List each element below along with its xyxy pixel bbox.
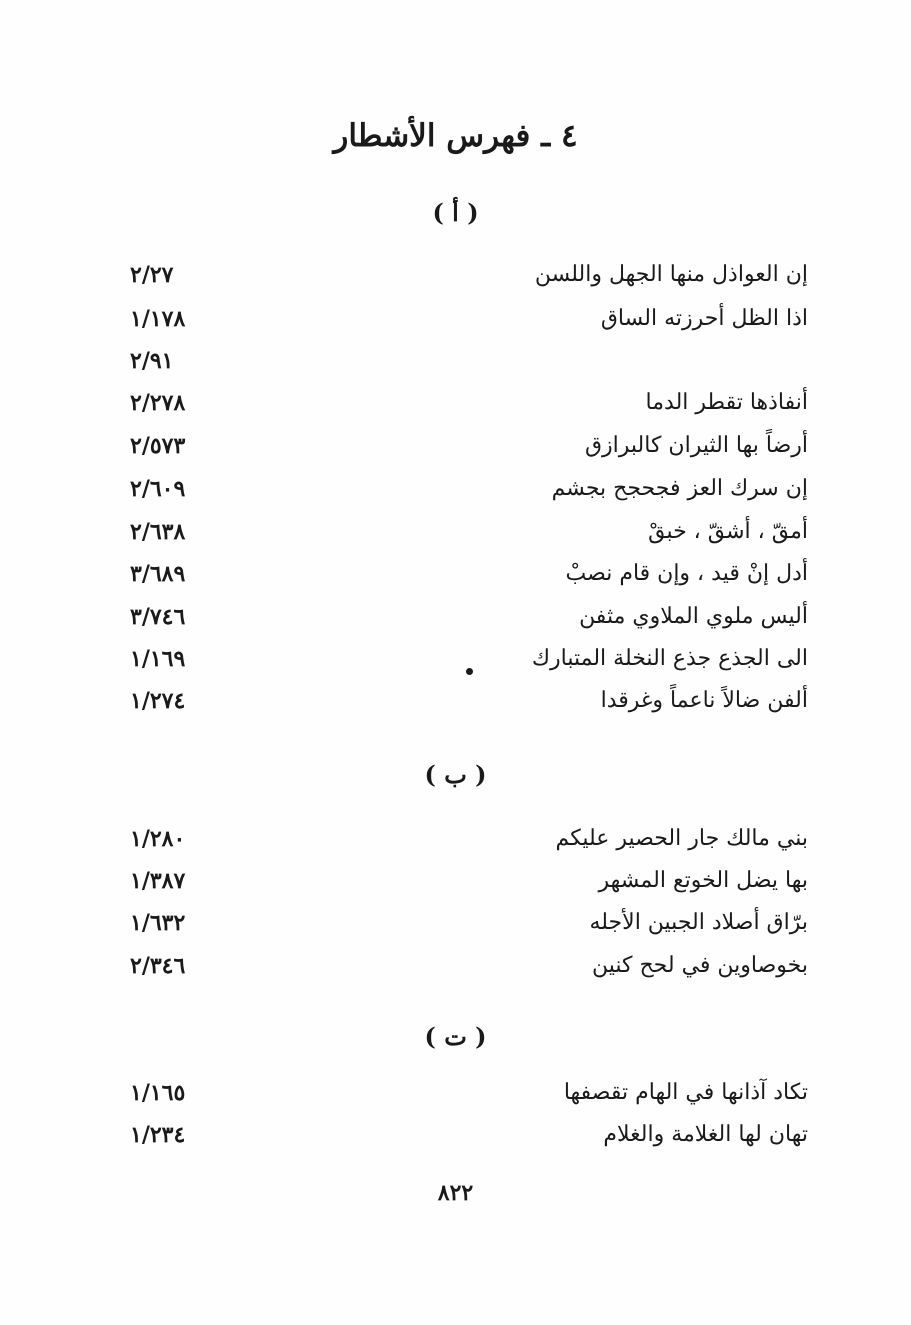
volume-page-ref: ١/٣٨٧: [130, 868, 186, 894]
index-entry: [0, 868, 911, 908]
index-entry: [0, 476, 911, 516]
index-entry: [0, 826, 911, 866]
volume-page-ref: ١/٦٣٢: [130, 910, 186, 936]
volume-page-ref: ٢/٦٠٩: [130, 476, 186, 502]
volume-page-ref: ١/٢٣٤: [130, 1122, 186, 1148]
verse-text: إن سرك العز فجحجح بجشم: [551, 476, 808, 501]
volume-page-ref: ٢/٢٧: [130, 262, 174, 288]
index-entry: [0, 688, 911, 728]
index-entry: [0, 953, 911, 993]
page-number: ٨٢٢: [437, 1180, 474, 1206]
section-heading-ta: ( ت ): [424, 1022, 487, 1051]
verse-text: أدل إنْ قيد ، وإن قام نصبْ: [565, 561, 808, 586]
index-entry: [0, 390, 911, 430]
verse-text: تكاد آذانها في الهام تقصفها: [563, 1080, 808, 1105]
verse-text: إن العواذل منها الجهل واللسن: [534, 262, 808, 287]
volume-page-ref: ٣/٦٨٩: [130, 561, 186, 587]
verse-text: برّاق أصلاد الجبين الأجله: [589, 910, 808, 935]
verse-text: بني مالك جار الحصير عليكم: [555, 826, 808, 851]
index-entry: [0, 604, 911, 644]
index-entry: [0, 519, 911, 559]
verse-text: أمقّ ، أشقّ ، خبقْ: [648, 519, 808, 544]
ink-dot: [466, 668, 473, 675]
index-entry: [0, 1080, 911, 1120]
verse-text: الى الجذع جذع النخلة المتبارك: [531, 646, 808, 671]
index-entry: [0, 262, 911, 302]
index-entry: [0, 646, 911, 686]
verse-text: اذا الظل أحرزته الساق: [600, 306, 808, 331]
verse-text: بخوصاوين في لحح كنين: [591, 953, 808, 978]
section-heading-alif: ( أ ): [432, 198, 479, 227]
section-heading-ba: ( ب ): [424, 760, 487, 789]
volume-page-ref: ٢/٣٤٦: [130, 953, 186, 979]
index-entry: [0, 306, 911, 346]
verse-text: أرضاً بها الثيران كالبرازق: [584, 433, 808, 458]
verse-text: أليس ملوي الملاوي مثفن: [579, 604, 808, 629]
index-entry: [0, 348, 911, 388]
volume-page-ref: ٢/٦٣٨: [130, 519, 186, 545]
volume-page-ref: ٢/٥٧٣: [130, 433, 186, 459]
index-entry: [0, 910, 911, 950]
index-entry: [0, 561, 911, 601]
volume-page-ref: ٣/٧٤٦: [130, 604, 186, 630]
index-entry: [0, 433, 911, 473]
verse-text: ألفن ضالاً ناعماً وغرقدا: [600, 688, 808, 713]
volume-page-ref: ١/١٦٩: [130, 646, 186, 672]
volume-page-ref: ١/٢٨٠: [130, 826, 186, 852]
page-title: ٤ ـ فهرس الأشطار: [333, 118, 578, 154]
volume-page-ref: ١/٢٧٤: [130, 688, 186, 714]
index-entry: [0, 1122, 911, 1162]
verse-text: أنفاذها تقطر الدما: [645, 390, 808, 415]
verse-text: بها يضل الخوتع المشهر: [598, 868, 808, 893]
volume-page-ref: ٢/٢٧٨: [130, 390, 186, 416]
volume-page-ref: ٢/٩١: [130, 348, 174, 374]
verse-text: تهان لها الغلامة والغلام: [603, 1122, 808, 1147]
volume-page-ref: ١/١٦٥: [130, 1080, 186, 1106]
volume-page-ref: ١/١٧٨: [130, 306, 186, 332]
